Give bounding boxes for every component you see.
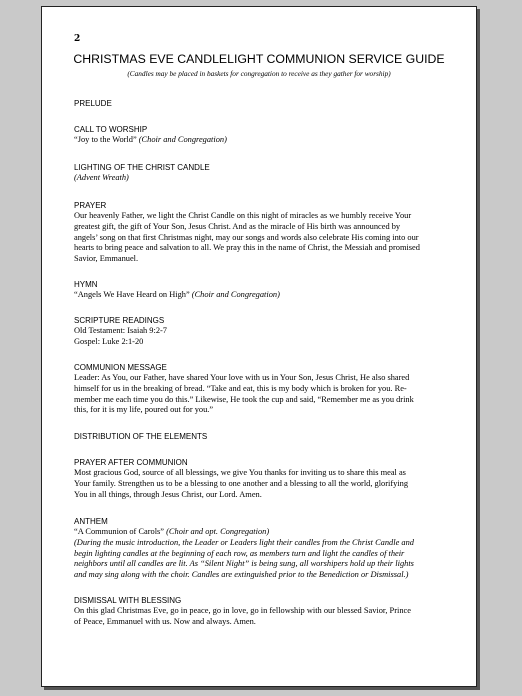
section-body <box>74 135 464 146</box>
section-heading: CALL TO WORSHIP <box>74 125 148 134</box>
section-heading: LIGHTING OF THE CHRIST CANDLE <box>74 163 210 172</box>
instruction-line: (During the music introduction, the Leader or Leaders light their candles from the Christ Candle and <box>74 537 414 547</box>
section-body <box>74 290 464 301</box>
body-line: greatest gift, the gift of Your Son, Jesus Christ. And as the miracle of His birth was announced by <box>74 221 401 231</box>
section-heading: HYMN <box>74 280 98 289</box>
body-line: Old Testament: Isaiah 9:2-7 <box>74 326 167 335</box>
song-title: “Angels We Have Heard on High” <box>74 290 190 299</box>
section-heading: ANTHEM <box>74 517 108 526</box>
section-scripture <box>74 316 464 348</box>
section-note: (Advent Wreath) <box>74 173 129 182</box>
body-line: Our heavenly Father, we light the Christ Candle on this night of miracles as we humbly receive Your <box>74 211 412 220</box>
section-heading: DISTRIBUTION OF THE ELEMENTS <box>74 432 208 441</box>
body-line: Your family. Strengthen us to be a blessing to one another and a blessing to all the world, glorifying <box>74 478 409 488</box>
body-line: Gospel: Luke 2:1-20 <box>74 336 144 346</box>
body-line: Savior, Emmanuel. <box>74 254 139 264</box>
page-subtitle: (Candles may be placed in baskets for congregation to receive as they gather for worship) <box>127 69 391 78</box>
performer-note: (Choir and Congregation) <box>138 135 227 144</box>
section-prayer-after-communion <box>74 458 464 500</box>
body-line: of Peace, Emmanuel with us. Now and always. Amen. <box>74 616 256 626</box>
body-line: hearts to bring peace and salvation to all. We pray this in the name of Christ, the Messiah and promised <box>74 243 420 253</box>
song-title: “A Communion of Carols” <box>74 527 165 536</box>
section-communion-message <box>74 363 464 416</box>
section-heading: DISMISSAL WITH BLESSING <box>74 596 182 605</box>
body-line: angels’ song on that first Christmas night, may our songs and words also celebrate His coming into our <box>74 232 419 242</box>
section-lighting <box>74 163 464 184</box>
body-line: Leader: As You, our Father, have shared Your love with us in Your Son, Jesus Christ, He also shared <box>74 373 410 382</box>
body-line: On this glad Christmas Eve, go in peace, go in love, go in fellowship with our blessed Savior, Prince <box>74 606 411 615</box>
section-heading: PRAYER <box>74 201 107 210</box>
page-number: 2 <box>74 34 81 44</box>
section-dismissal <box>74 596 464 628</box>
section-anthem <box>74 517 464 581</box>
body-line: You in all things, through Jesus Christ, our Lord. Amen. <box>74 489 262 499</box>
section-call-to-worship <box>74 125 464 146</box>
body-line: member me each time you do this.” Likewise, He took the cup and said, “Remember me as you drink <box>74 394 414 404</box>
section-heading: SCRIPTURE READINGS <box>74 316 165 325</box>
performer-note: (Choir and Congregation) <box>191 290 280 299</box>
instruction-line: and may sing along with the choir. Candles are extinguished prior to the Benediction or Dismissal.) <box>74 570 409 580</box>
section-distribution <box>74 432 464 442</box>
section-heading: COMMUNION MESSAGE <box>74 363 167 372</box>
section-hymn <box>74 280 464 301</box>
instruction-line: neighbors until all candles are lit. As “Silent Night” is being sung, all worshipers hold up their lights <box>74 559 414 569</box>
section-heading: PRELUDE <box>74 99 112 108</box>
body-line: himself for us in the breaking of bread. “Take and eat, this is my body which is broken for you. Re- <box>74 383 407 393</box>
document-page <box>41 6 477 687</box>
song-title: “Joy to the World” <box>74 135 137 144</box>
section-body <box>74 527 464 538</box>
body-line: Most gracious God, source of all blessings, we give You thanks for inviting us to share this meal as <box>74 468 406 477</box>
section-prayer <box>74 201 464 265</box>
instruction-line: begin lighting candles at the beginning of each row, as members turn and light the candles of their <box>74 548 405 558</box>
section-heading: PRAYER AFTER COMMUNION <box>74 458 188 467</box>
section-prelude <box>74 99 464 109</box>
performer-note: (Choir and opt. Congregation) <box>166 527 270 536</box>
page-title: CHRISTMAS EVE CANDLELIGHT COMMUNION SERVICE GUIDE <box>73 52 445 66</box>
body-line: this, for it is my life, poured out for you.” <box>74 405 214 415</box>
